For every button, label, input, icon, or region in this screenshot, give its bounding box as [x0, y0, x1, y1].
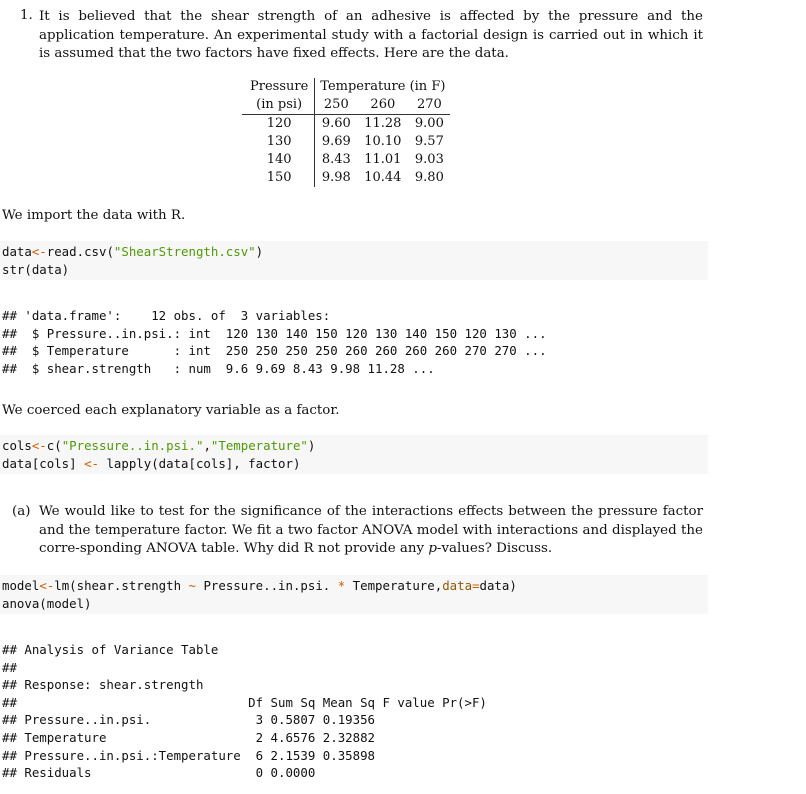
code-block-import	[0, 241, 708, 280]
coerce-text: We coerced each explanatory variable as a factor.	[2, 403, 340, 418]
code-token: data)	[479, 578, 517, 593]
import-text: We import the data with R.	[2, 208, 186, 223]
assign-operator: <-	[31, 438, 47, 453]
temp-col: 270	[408, 96, 450, 115]
equals-operator: =	[472, 578, 480, 593]
pressure-cell: 120	[242, 115, 315, 134]
temp-col: 250	[315, 96, 358, 115]
pressure-cell: 140	[242, 151, 315, 169]
output-line: ## Pressure..in.psi.:Temperature 6 2.1539 0.35898	[2, 747, 375, 763]
code-token: cols	[2, 438, 32, 453]
code-token: Temperature,	[345, 578, 443, 593]
code-token: model	[2, 578, 40, 593]
problem-text: It is believed that the shear strength of an adhesive is affected by the pressure and the application temperature. An experimental study with a factorial design is carried out in which it is assumed that the two factors have fixed effects. Here are the data.	[39, 9, 703, 61]
output-line: ## Analysis of Variance Table	[2, 642, 219, 657]
code-line: anova(model)	[2, 595, 92, 611]
code-token: lapply(data[cols], factor)	[98, 455, 301, 471]
argument-name: data	[442, 578, 473, 593]
value-cell: 9.80	[414, 170, 444, 185]
value-cell: 11.01	[364, 152, 402, 167]
pressure-cell: 150	[242, 169, 315, 187]
output-line: ## Temperature 2 4.6576 2.32882	[2, 729, 375, 745]
assign-operator: <-	[31, 244, 47, 259]
table-row	[242, 115, 450, 134]
output-line: ## $ Temperature : int 250 250 250 250 260 260 260 260 270 270 ...	[2, 343, 547, 359]
table-row	[242, 133, 450, 151]
code-token: lm(shear.strength	[54, 578, 189, 593]
header-temperature: Temperature (in F)	[320, 79, 446, 94]
table-row	[242, 169, 450, 187]
value-cell: 9.98	[321, 170, 351, 185]
tilde-operator: ~	[188, 578, 196, 593]
output-anova	[2, 641, 487, 782]
temp-col: 260	[357, 96, 408, 115]
output-line: ## 'data.frame': 12 obs. of 3 variables:	[2, 308, 331, 323]
assign-operator: <-	[84, 455, 99, 471]
output-str	[2, 307, 547, 377]
code-block-model	[0, 575, 708, 614]
value-cell: 9.60	[321, 116, 351, 131]
output-line: ## $ shear.strength : num 9.6 9.69 8.43 9.98 11.28 ...	[2, 360, 435, 376]
output-line: ##	[2, 659, 17, 675]
part-a-text-after: -values? Discuss.	[436, 541, 553, 556]
problem-number: 1.	[20, 8, 33, 23]
part-a-text	[39, 503, 703, 559]
code-line: str(data)	[2, 261, 70, 277]
value-cell: 11.28	[364, 116, 402, 131]
code-token: read.csv(	[46, 244, 114, 259]
value-cell: 9.00	[414, 116, 444, 131]
value-cell: 8.43	[321, 152, 351, 167]
header-pressure: Pressure	[242, 78, 315, 96]
header-pressure-unit: (in psi)	[242, 96, 315, 115]
value-cell: 9.57	[414, 134, 444, 149]
data-table	[242, 78, 450, 187]
assign-operator: <-	[39, 578, 55, 593]
output-line: ## Df Sum Sq Mean Sq F value Pr(>F)	[2, 694, 487, 710]
code-token: )	[255, 244, 264, 259]
code-token: ,	[203, 438, 211, 453]
table-row	[242, 151, 450, 169]
code-token: data	[2, 244, 32, 259]
part-a-text-before: We would like to test for the significance of the interactions effects between the pressure factor and the temperature factor. We fit a two factor ANOVA model with interactions and displayed the corre-sponding ANOVA table. Why did R not provide any	[39, 504, 703, 556]
code-block-factor	[0, 435, 708, 474]
p-symbol: p	[428, 541, 437, 556]
value-cell: 10.10	[364, 134, 402, 149]
string-literal: "Temperature"	[210, 438, 308, 453]
pressure-cell: 130	[242, 133, 315, 151]
string-literal: "ShearStrength.csv"	[113, 244, 256, 259]
output-line: ## $ Pressure..in.psi.: int 120 130 140 150 120 130 140 150 120 130 ...	[2, 325, 547, 341]
part-label: (a)	[12, 504, 31, 519]
code-token: c(	[46, 438, 62, 453]
code-token: Pressure..in.psi.	[195, 578, 338, 593]
output-line: ## Response: shear.strength	[2, 677, 204, 693]
code-token: )	[307, 438, 316, 453]
value-cell: 10.44	[364, 170, 402, 185]
value-cell: 9.69	[321, 134, 351, 149]
string-literal: "Pressure..in.psi."	[61, 438, 204, 453]
value-cell: 9.03	[414, 152, 444, 167]
output-line: ## Residuals 0 0.0000	[2, 765, 316, 781]
star-operator: *	[337, 578, 346, 593]
code-token: data[cols]	[2, 455, 85, 471]
output-line: ## Pressure..in.psi. 3 0.5807 0.19356	[2, 712, 375, 728]
